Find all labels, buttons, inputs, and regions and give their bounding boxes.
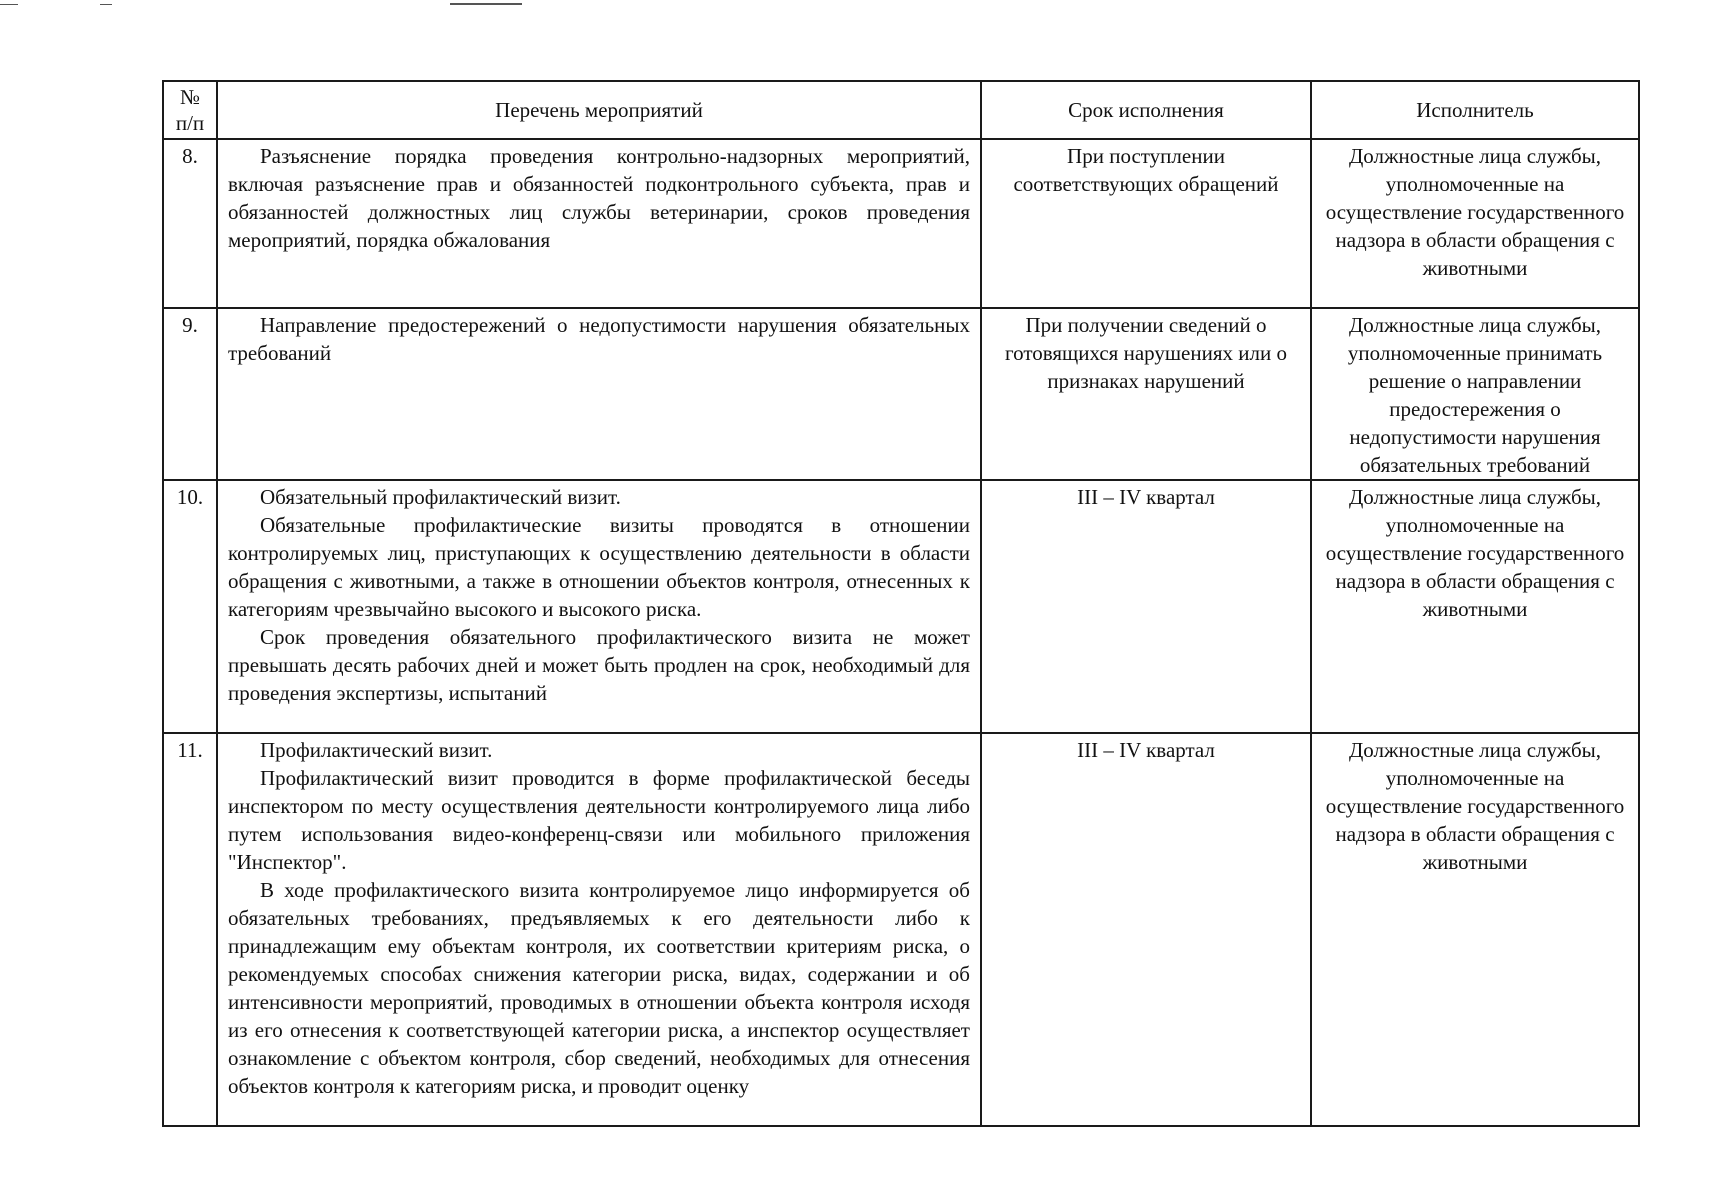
activity-paragraph: Направление предостережений о недопустимости нарушения обязательных требований (228, 313, 970, 365)
activity-paragraph: Срок проведения обязательного профилактического визита не может превышать десять рабочих дней и может быть продлен на срок, необходимый для проведения экспертизы, испытаний (228, 625, 970, 705)
activity-cell (217, 733, 981, 1126)
row-number: 10. (163, 480, 217, 733)
table-header-row (163, 81, 1639, 139)
activity-paragraph: Профилактический визит. (260, 738, 493, 762)
header-number-line2: п/п (175, 111, 205, 135)
executor-cell: Должностные лица службы, уполномоченные на осуществление государственного надзора в области обращения с животными (1311, 480, 1639, 733)
scan-artifact (100, 4, 112, 5)
activity-cell (217, 308, 981, 480)
row-number: 8. (163, 139, 217, 308)
activity-cell (217, 139, 981, 308)
header-activities: Перечень мероприятий (217, 81, 981, 139)
table-row (163, 480, 1639, 733)
table-row (163, 139, 1639, 308)
term-cell: III – IV квартал (981, 480, 1311, 733)
term-cell: При поступлении соответствующих обращений (981, 139, 1311, 308)
activities-plan-table (162, 80, 1640, 1127)
scan-artifact (450, 3, 522, 5)
activity-paragraph: Обязательные профилактические визиты проводятся в отношении контролируемых лиц, приступающих к осуществлению деятельности в области обращения с животными, а также в отношении объектов контроля, отнесенных к категориям чрезвычайно высокого и высокого риска. (228, 513, 970, 621)
row-number: 9. (163, 308, 217, 480)
term-cell: При получении сведений о готовящихся нарушениях или о признаках нарушений (981, 308, 1311, 480)
header-number-line1: № (179, 85, 201, 109)
scan-artifact (0, 4, 18, 5)
header-term: Срок исполнения (981, 81, 1311, 139)
term-cell: III – IV квартал (981, 733, 1311, 1126)
executor-cell: Должностные лица службы, уполномоченные на осуществление государственного надзора в области обращения с животными (1311, 139, 1639, 308)
activity-cell (217, 480, 981, 733)
row-number: 11. (163, 733, 217, 1126)
executor-cell: Должностные лица службы, уполномоченные принимать решение о направлении предостережения о недопустимости нарушения обязательных требований (1311, 308, 1639, 480)
header-number (163, 81, 217, 139)
activity-paragraph: Разъяснение порядка проведения контрольно-надзорных мероприятий, включая разъяснение прав и обязанностей подконтрольного субъекта, прав и обязанностей должностных лиц службы ветеринарии, сроков проведения мероприятий, порядка обжалования (228, 144, 970, 252)
activity-paragraph: В ходе профилактического визита контролируемое лицо информируется об обязательных требованиях, предъявляемых к его деятельности либо к принадлежащим ему объектам контроля, их соответствии критериям риска, о рекомендуемых способах снижения категории риска, видах, содержании и об интенсивности мероприятий, проводимых в отношении объекта контроля исходя из его отнесения к соответствующей категории риска, а инспектор осуществляет ознакомление с объектом контроля, сбор сведений, необходимых для отнесения объектов контроля к категориям риска, и проводит оценку (228, 878, 970, 1098)
table-row (163, 733, 1639, 1126)
header-executor: Исполнитель (1311, 81, 1639, 139)
table-row (163, 308, 1639, 480)
activity-paragraph: Профилактический визит проводится в форме профилактической беседы инспектором по месту осуществления деятельности контролируемого лица либо путем использования видео-конференц-связи или мобильного приложения "Инспектор". (228, 766, 970, 874)
executor-cell: Должностные лица службы, уполномоченные на осуществление государственного надзора в области обращения с животными (1311, 733, 1639, 1126)
activity-paragraph: Обязательный профилактический визит. (260, 485, 621, 509)
